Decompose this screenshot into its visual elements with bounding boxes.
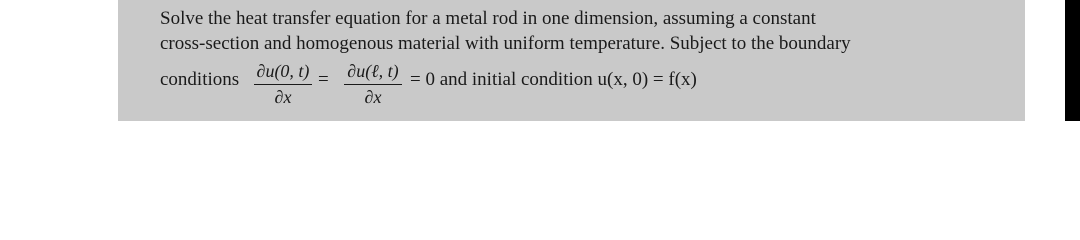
- problem-line-2: cross-section and homogenous material with uniform temperature. Subject to the boundary: [160, 33, 851, 54]
- right-edge-bar: [1065, 0, 1080, 121]
- problem-line-1: Solve the heat transfer equation for a metal rod in one dimension, assuming a constant: [160, 8, 816, 29]
- left-margin: [0, 0, 118, 121]
- right-margin: [1025, 0, 1065, 121]
- conditions-label: conditions: [160, 69, 240, 90]
- initial-condition-text: = 0 and initial condition u(x, 0) = f(x): [410, 69, 697, 90]
- equals-sign: =: [318, 69, 329, 90]
- fraction-denominator: ∂x: [274, 87, 292, 107]
- fraction-numerator: ∂u(ℓ, t): [347, 61, 399, 81]
- partial-derivative-at-zero: [254, 60, 312, 108]
- fraction-bar: [254, 84, 312, 85]
- fraction-bar: [344, 84, 402, 85]
- partial-derivative-at-length: [344, 60, 402, 108]
- fraction-numerator: ∂u(0, t): [256, 61, 310, 81]
- fraction-denominator: ∂x: [364, 87, 382, 107]
